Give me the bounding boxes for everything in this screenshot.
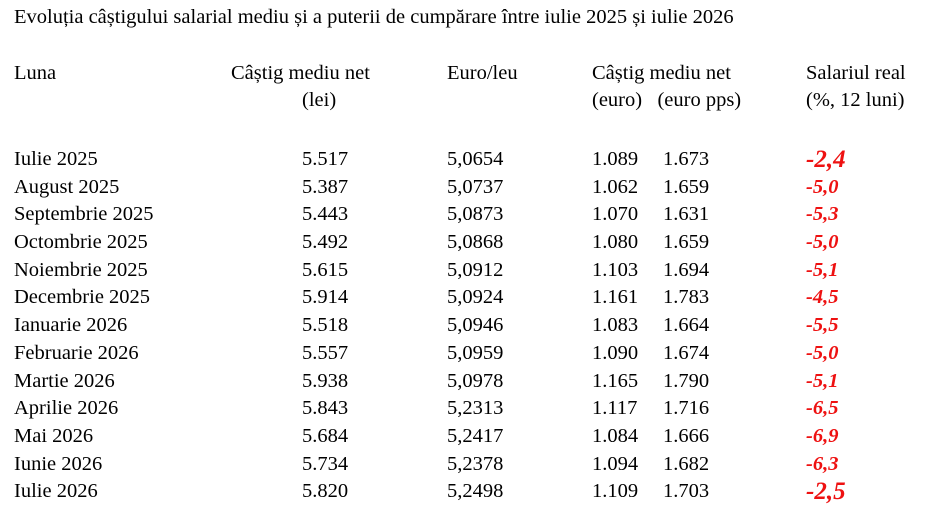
cell-real-wage: -5,0 (806, 341, 839, 364)
cell-real-wage: -5,0 (806, 175, 839, 198)
cell-real-wage: -5,1 (806, 258, 839, 281)
cell-net-lei: 5.387 (302, 175, 349, 198)
cell-net-lei: 5.734 (302, 452, 349, 475)
cell-real-wage: -6,5 (806, 397, 839, 420)
cell-net-euro-pps: 1.682 (663, 452, 710, 475)
cell-net-euro: 1.089 (592, 148, 639, 170)
cell-rate: 5,0873 (447, 203, 504, 226)
table-row (0, 368, 937, 396)
cell-month: Octombrie 2025 (14, 231, 148, 254)
cell-real-wage: -6,3 (806, 452, 839, 475)
cell-net-lei: 5.492 (302, 231, 349, 254)
cell-month: August 2025 (14, 175, 120, 198)
cell-rate: 5,2313 (447, 397, 504, 420)
table-row (0, 451, 937, 479)
table-row (0, 257, 937, 285)
cell-rate: 5,0946 (447, 314, 504, 337)
cell-real-wage: -5,0 (806, 231, 839, 254)
table-row (0, 229, 937, 257)
cell-month: Martie 2026 (14, 369, 115, 392)
cell-net-euro: 1.165 (592, 369, 639, 392)
cell-rate: 5,2378 (447, 452, 504, 475)
cell-net-lei: 5.517 (302, 148, 349, 170)
cell-month: Iulie 2025 (14, 148, 98, 170)
cell-net-euro-pps: 1.790 (663, 369, 710, 392)
cell-net-euro-pps: 1.659 (663, 175, 710, 198)
cell-net-euro-pps: 1.716 (663, 397, 710, 420)
cell-month: Decembrie 2025 (14, 286, 151, 309)
cell-net-euro: 1.070 (592, 203, 639, 226)
cell-month: Ianuarie 2026 (14, 314, 128, 337)
cell-rate: 5,0978 (447, 369, 504, 392)
cell-rate: 5,0924 (447, 286, 504, 309)
cell-real-wage: -5,3 (806, 203, 839, 226)
header-net-lei-line1: Câștig mediu net (231, 62, 370, 84)
cell-net-euro: 1.109 (592, 480, 639, 503)
cell-rate: 5,0912 (447, 258, 504, 281)
data-table (0, 146, 937, 506)
cell-rate: 5,2417 (447, 424, 504, 447)
table-row (0, 312, 937, 340)
cell-net-lei: 5.914 (302, 286, 349, 309)
cell-month: Septembrie 2025 (14, 203, 154, 226)
header-month: Luna (14, 62, 57, 84)
header-real-wage-line1: Salariul real (806, 62, 906, 84)
cell-net-lei: 5.938 (302, 369, 349, 392)
cell-month: Iunie 2026 (14, 452, 103, 475)
header-net-euro (592, 60, 741, 114)
cell-net-euro: 1.084 (592, 424, 639, 447)
cell-net-euro-pps: 1.659 (663, 231, 710, 254)
cell-real-wage: -2,4 (806, 146, 846, 173)
cell-net-lei: 5.684 (302, 424, 349, 447)
cell-net-euro-pps: 1.673 (663, 148, 710, 170)
cell-net-euro-pps: 1.783 (663, 286, 710, 309)
table-row (0, 146, 937, 174)
cell-real-wage: -6,9 (806, 424, 839, 447)
cell-net-euro: 1.062 (592, 175, 639, 198)
cell-net-lei: 5.443 (302, 203, 349, 226)
cell-net-euro-pps: 1.631 (663, 203, 710, 226)
cell-real-wage: -5,1 (806, 369, 839, 392)
table-row (0, 340, 937, 368)
cell-real-wage: -2,5 (806, 478, 846, 506)
cell-rate: 5,0959 (447, 341, 504, 364)
header-net-euro-line1: Câștig mediu net (592, 62, 731, 84)
cell-rate: 5,2498 (447, 480, 504, 503)
cell-net-lei: 5.820 (302, 480, 349, 503)
cell-net-lei: 5.615 (302, 258, 349, 281)
table-row (0, 423, 937, 451)
table-row (0, 284, 937, 312)
header-net-lei-line2: (lei) (302, 89, 337, 111)
header-rate: Euro/leu (447, 62, 518, 84)
header-real-wage (806, 60, 906, 114)
cell-net-euro: 1.090 (592, 341, 639, 364)
table-row (0, 478, 937, 506)
cell-net-euro: 1.080 (592, 231, 639, 254)
cell-net-euro-pps: 1.703 (663, 480, 710, 503)
cell-real-wage: -4,5 (806, 286, 839, 309)
cell-net-euro-pps: 1.666 (663, 424, 710, 447)
table-row (0, 201, 937, 229)
cell-month: Noiembrie 2025 (14, 258, 148, 281)
cell-rate: 5,0654 (447, 148, 504, 170)
cell-month: Aprilie 2026 (14, 397, 119, 420)
cell-net-euro-pps: 1.694 (663, 258, 710, 281)
cell-month: Mai 2026 (14, 424, 94, 447)
cell-net-lei: 5.557 (302, 341, 349, 364)
cell-month: Iulie 2026 (14, 480, 98, 503)
cell-rate: 5,0868 (447, 231, 504, 254)
cell-net-euro: 1.094 (592, 452, 639, 475)
cell-net-lei: 5.518 (302, 314, 349, 337)
header-net-lei (231, 60, 370, 114)
cell-net-euro: 1.103 (592, 258, 639, 281)
cell-net-euro: 1.161 (592, 286, 639, 309)
page-title: Evoluția câștigului salarial mediu și a puterii de cumpărare între iulie 2025 și iulie 2026 (14, 6, 734, 28)
header-real-wage-line2: (%, 12 luni) (806, 89, 905, 111)
cell-net-euro: 1.117 (592, 397, 638, 420)
cell-net-euro: 1.083 (592, 314, 639, 337)
header-net-euro-line2: (euro) (euro pps) (592, 89, 742, 111)
cell-net-euro-pps: 1.674 (663, 341, 710, 364)
cell-net-lei: 5.843 (302, 397, 349, 420)
cell-month: Februarie 2026 (14, 341, 139, 364)
cell-net-euro-pps: 1.664 (663, 314, 710, 337)
cell-real-wage: -5,5 (806, 314, 839, 337)
table-row (0, 395, 937, 423)
table-row (0, 174, 937, 202)
cell-rate: 5,0737 (447, 175, 504, 198)
